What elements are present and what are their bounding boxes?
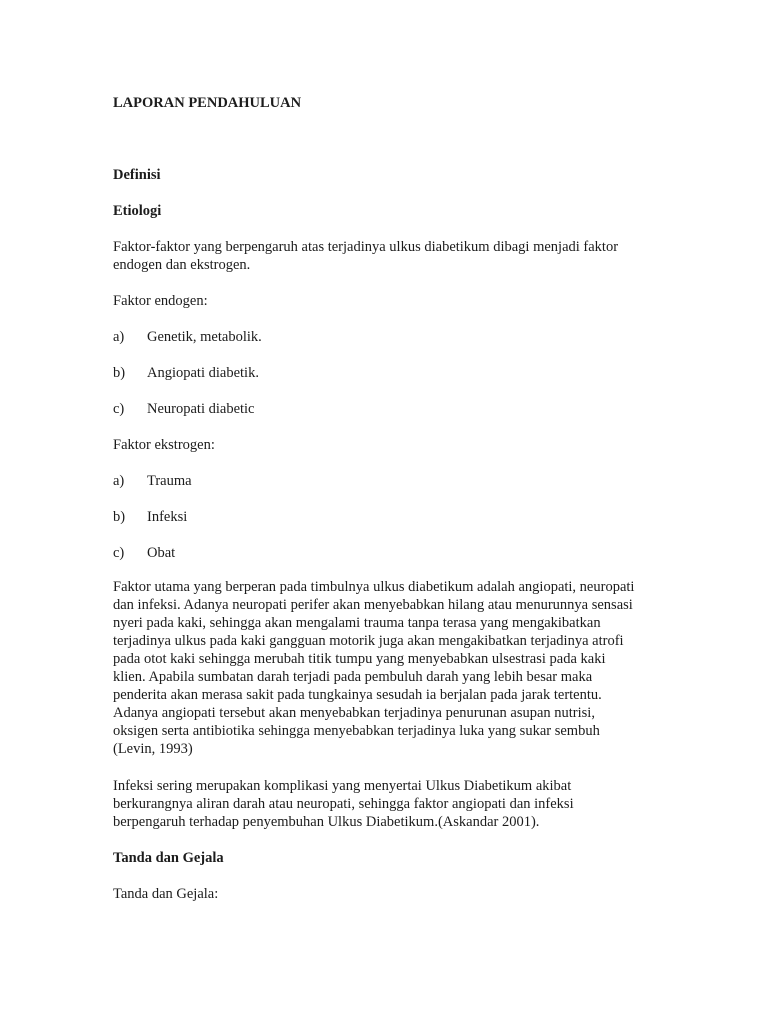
list-text: Neuropati diabetic	[147, 401, 255, 417]
paragraph-line: klien. Apabila sumbatan darah terjadi pada pembuluh darah yang lebih besar maka	[113, 669, 593, 685]
list-text: Infeksi	[147, 509, 188, 525]
paragraph-line: oksigen serta antibiotika sehingga menyebabkan terjadinya luka yang sukar sembuh	[113, 723, 600, 739]
list-item-ekstrogen-b	[113, 508, 187, 526]
tanda-gejala-label: Tanda dan Gejala:	[113, 886, 219, 902]
list-text: Angiopati diabetik.	[147, 365, 259, 381]
list-item-ekstrogen-c	[113, 544, 175, 562]
paragraph-line: berkurangnya aliran darah atau neuropati, sehingga faktor angiopati dan infeksi	[113, 796, 574, 812]
list-item-endogen-b	[113, 364, 259, 382]
endogen-label: Faktor endogen:	[113, 293, 208, 309]
ekstrogen-label: Faktor ekstrogen:	[113, 437, 215, 453]
paragraph-line: endogen dan ekstrogen.	[113, 257, 251, 273]
list-text: Genetik, metabolik.	[147, 329, 262, 345]
document-title: LAPORAN PENDAHULUAN	[113, 95, 302, 111]
list-marker: b)	[113, 509, 126, 525]
list-marker: a)	[113, 473, 125, 489]
paragraph-line: Faktor utama yang berperan pada timbulnya ulkus diabetikum adalah angiopati, neuropati	[113, 579, 635, 595]
paragraph-faktor-utama	[113, 578, 673, 758]
paragraph-line: Adanya angiopati tersebut akan menyebabkan terjadinya penurunan asupan nutrisi,	[113, 705, 595, 721]
heading-tanda-gejala: Tanda dan Gejala	[113, 850, 224, 866]
paragraph-line: penderita akan merasa sakit pada tungkainya sesudah ia berjalan pada jarak tertentu.	[113, 687, 602, 703]
list-text: Trauma	[147, 473, 192, 489]
list-marker: b)	[113, 365, 126, 381]
paragraph-line: dan infeksi. Adanya neuropati perifer akan menyebabkan hilang atau menurunnya sensasi	[113, 597, 633, 613]
list-item-endogen-c	[113, 400, 255, 418]
paragraph-line: Faktor-faktor yang berpengaruh atas terjadinya ulkus diabetikum dibagi menjadi faktor	[113, 239, 619, 255]
paragraph-line: Infeksi sering merupakan komplikasi yang menyertai Ulkus Diabetikum akibat	[113, 778, 572, 794]
heading-definisi: Definisi	[113, 167, 161, 183]
paragraph-line: (Levin, 1993)	[113, 741, 193, 757]
list-item-ekstrogen-a	[113, 472, 192, 490]
paragraph-line: pada otot kaki sehingga merubah titik tumpu yang menyebabkan ulsestrasi pada kaki	[113, 651, 606, 667]
intro-paragraph	[113, 238, 673, 274]
list-marker: c)	[113, 401, 125, 417]
paragraph-line: berpengaruh terhadap penyembuhan Ulkus Diabetikum.(Askandar 2001).	[113, 814, 540, 830]
list-marker: a)	[113, 329, 125, 345]
list-item-endogen-a	[113, 328, 262, 346]
paragraph-line: terjadinya ulkus pada kaki gangguan motorik juga akan mengakibatkan terjadinya atrofi	[113, 633, 624, 649]
list-marker: c)	[113, 545, 125, 561]
paragraph-infeksi	[113, 777, 673, 831]
list-text: Obat	[147, 545, 176, 561]
paragraph-line: nyeri pada kaki, sehingga akan mengalami trauma tanpa terasa yang mengakibatkan	[113, 615, 601, 631]
heading-etiologi: Etiologi	[113, 203, 162, 219]
